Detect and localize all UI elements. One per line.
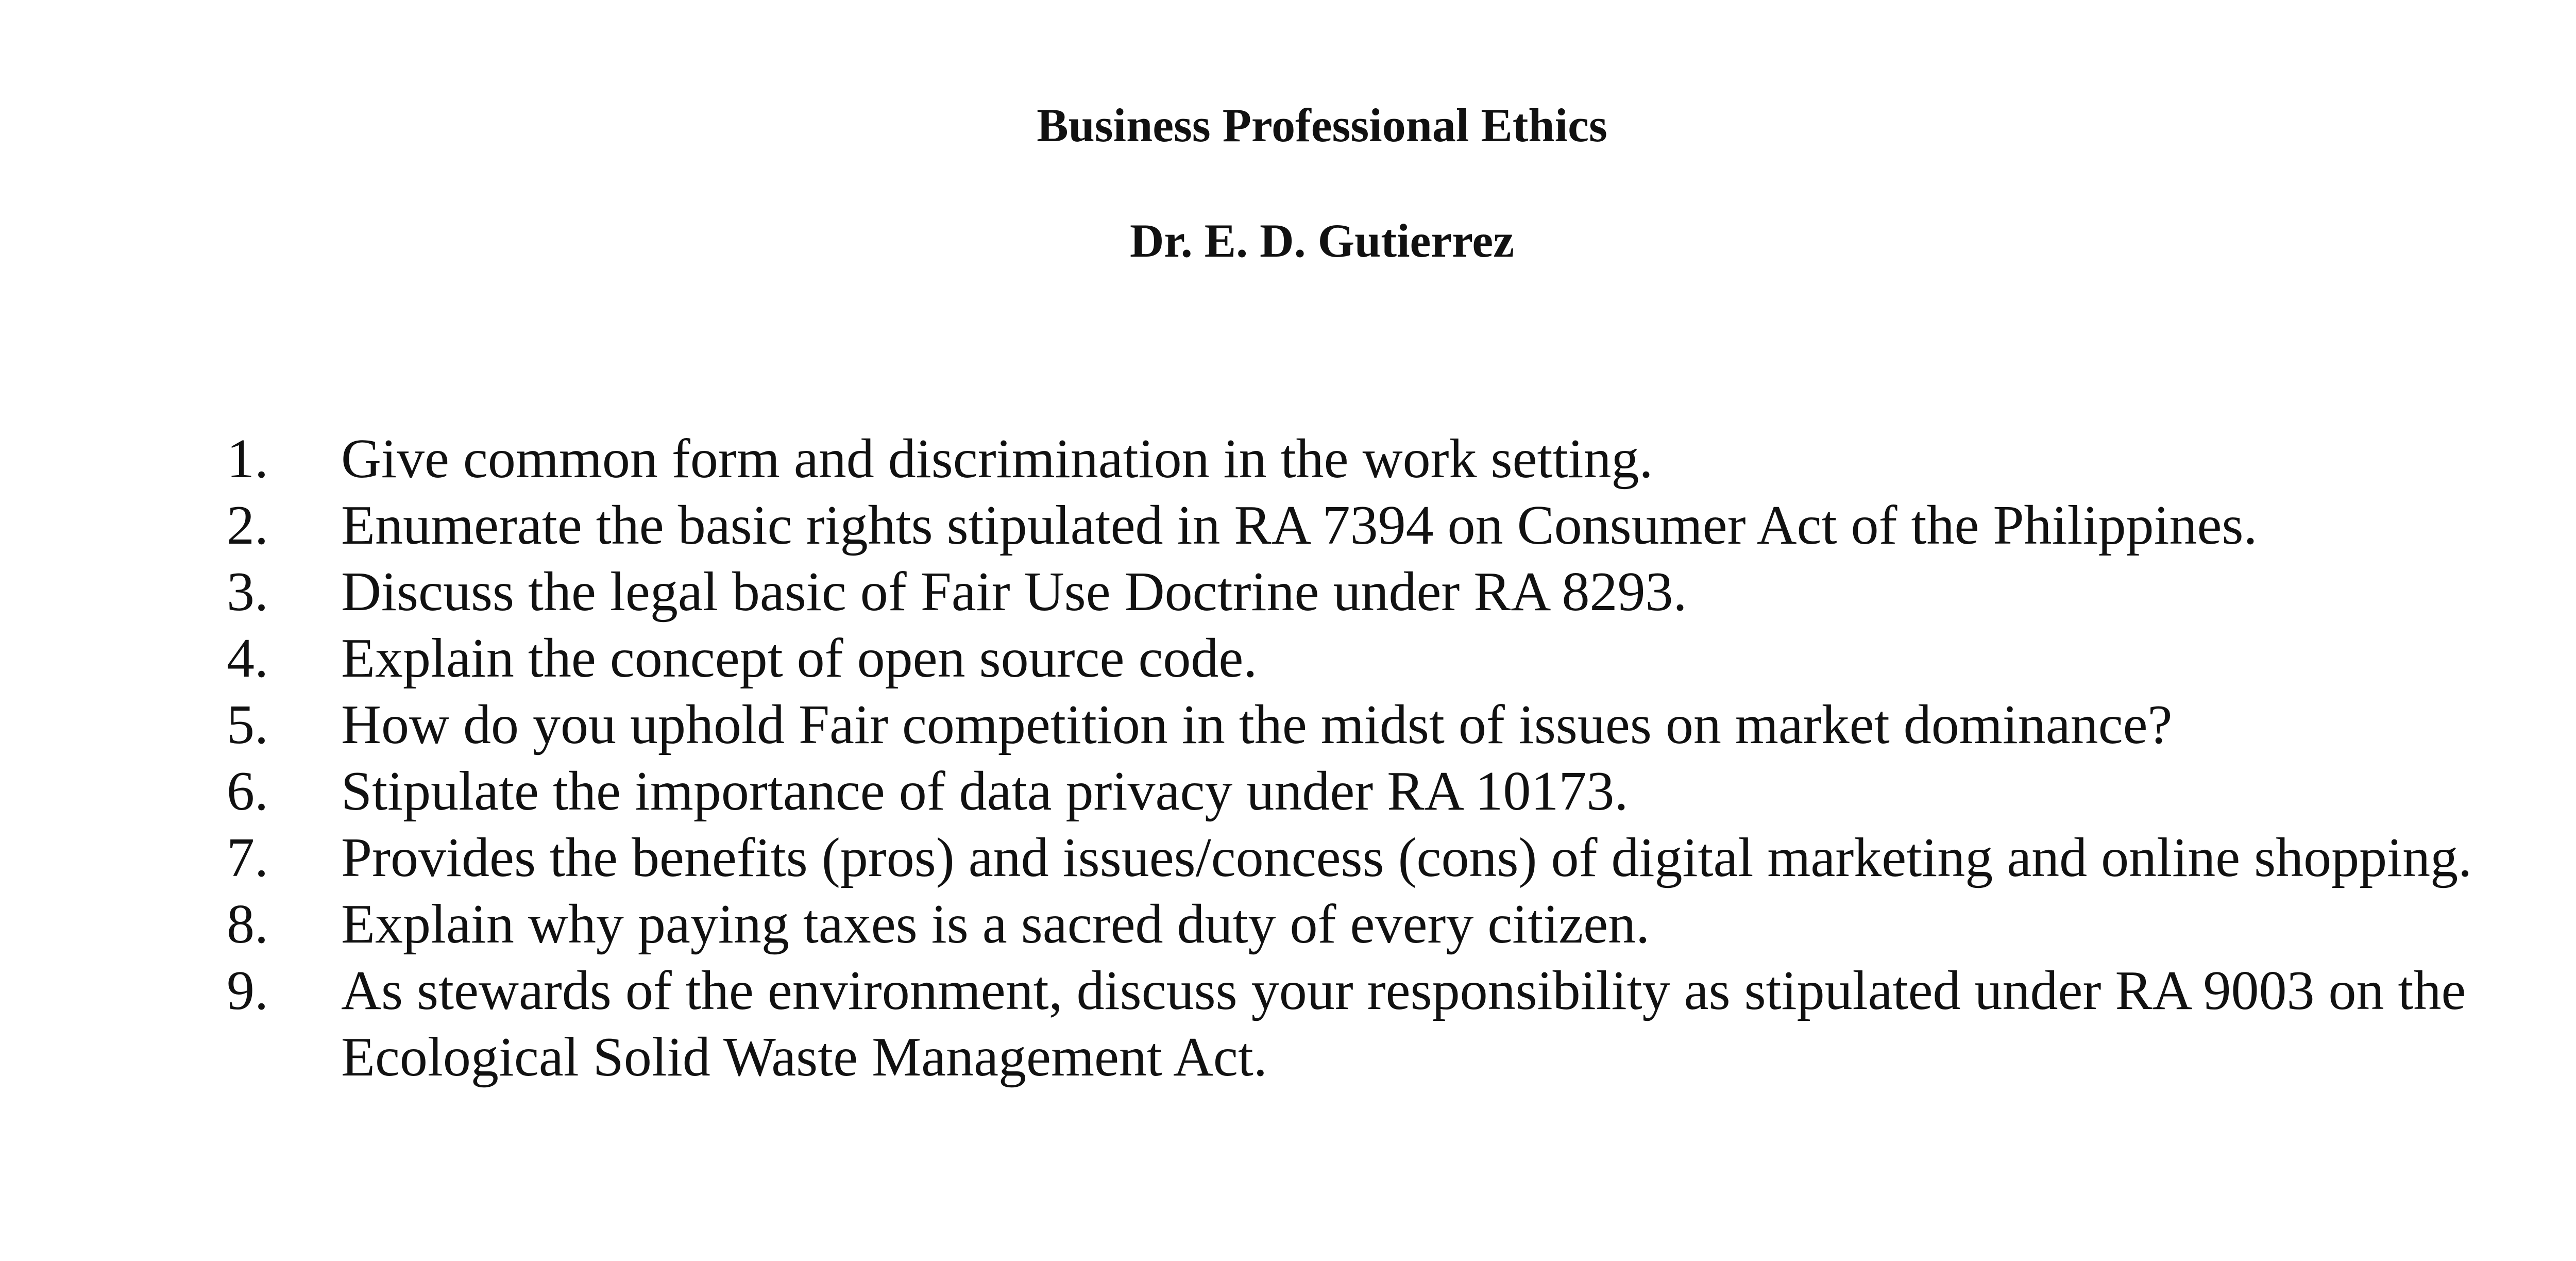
- item-number: 8.: [227, 894, 268, 955]
- item-text: Provides the benefits (pros) and issues/concess (cons) of digital marketing and online shopping.: [341, 827, 2472, 888]
- list-item: [227, 625, 2545, 692]
- item-text: Explain the concept of open source code.: [341, 628, 1258, 689]
- item-number: 3.: [227, 561, 268, 623]
- item-text: Stipulate the importance of data privacy under RA 10173.: [341, 761, 1629, 822]
- list-item: [227, 957, 2545, 1090]
- item-number: 6.: [227, 761, 268, 822]
- item-number: 5.: [227, 694, 268, 755]
- list-item: [227, 692, 2545, 758]
- list-item: [227, 559, 2545, 625]
- list-item: [227, 758, 2545, 825]
- question-list: [227, 426, 2545, 1090]
- item-text: Give common form and discrimination in the work setting.: [341, 428, 1653, 490]
- item-text: How do you uphold Fair competition in the midst of issues on market dominance?: [341, 694, 2173, 755]
- list-item: [227, 426, 2545, 492]
- list-item: [227, 891, 2545, 957]
- item-number: 9.: [227, 960, 268, 1021]
- item-text: Enumerate the basic rights stipulated in RA 7394 on Consumer Act of the Philippines.: [341, 495, 2258, 556]
- item-text: Explain why paying taxes is a sacred duty of every citizen.: [341, 894, 1650, 955]
- list-item: [227, 492, 2545, 559]
- document-author: Dr. E. D. Gutierrez: [1129, 214, 1515, 267]
- list-item: [227, 825, 2545, 891]
- item-text: As stewards of the environment, discuss your responsibility as stipulated under RA 9003 on the Ecological Solid Waste Management Act.: [341, 960, 2466, 1088]
- item-number: 7.: [227, 827, 268, 888]
- item-text: Discuss the legal basic of Fair Use Doctrine under RA 8293.: [341, 561, 1687, 623]
- item-number: 1.: [227, 428, 268, 490]
- document-title: Business Professional Ethics: [1037, 99, 1607, 152]
- item-number: 2.: [227, 495, 268, 556]
- item-number: 4.: [227, 628, 268, 689]
